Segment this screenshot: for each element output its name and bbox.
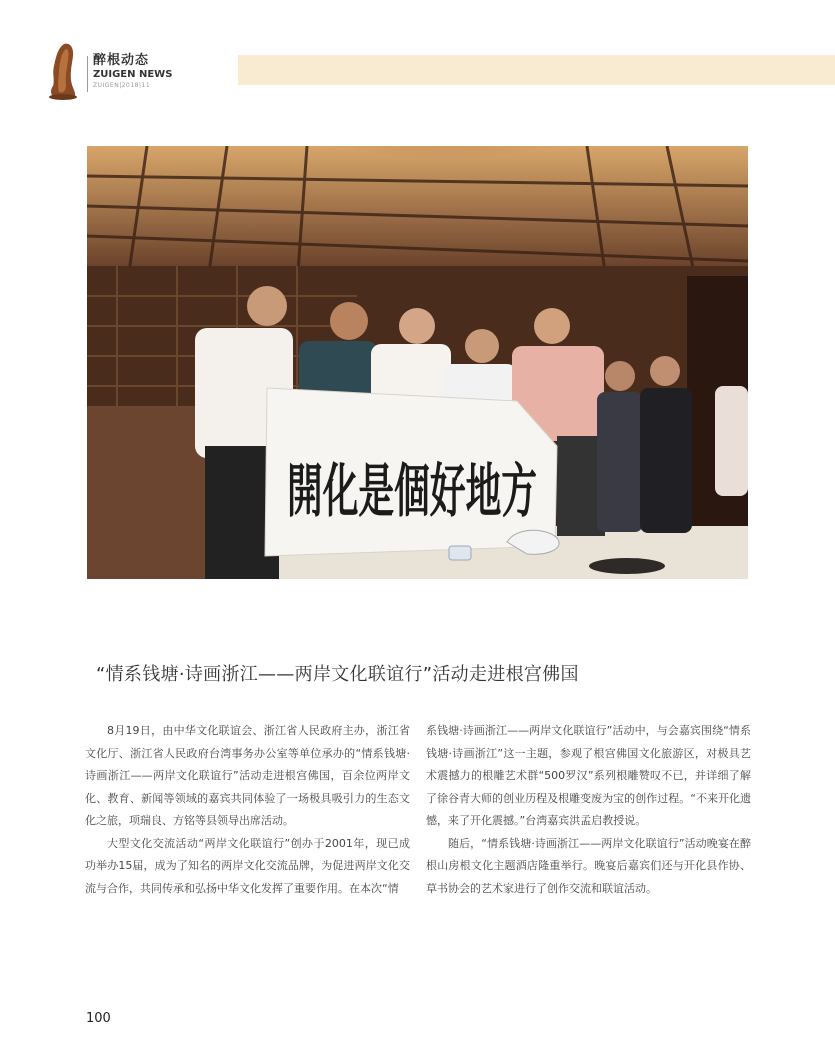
paragraph: 随后，“情系钱塘·诗画浙江——两岸文化联谊行”活动晚宴在醉根山房根文化主题酒店隆重举行。晚宴后嘉宾们还与开化县作协、草书协会的艺术家进行了创作交流和联谊活动。: [426, 836, 751, 895]
section-header: [93, 54, 172, 90]
paragraph: 8月19日，由中华文化联谊会、浙江省人民政府主办，浙江省文化厅、浙江省人民政府台湾事务办公室等单位承办的“情系钱塘·诗画浙江——两岸文化联谊行”活动走进根宫佛国，百余位两岸文化、教育、新闻等领域的嘉宾共同体验了一场极具吸引力的生态文化之旅，项瑞良、方铭等县领导出席活动。: [85, 724, 410, 827]
section-title-cn: 醉根动态: [93, 53, 150, 68]
article-column-right: [426, 720, 751, 900]
article-title: “情系钱塘·诗画浙江——两岸文化联谊行”活动走进根宫佛国: [96, 664, 579, 685]
header-band: [238, 55, 835, 85]
paragraph: 系钱塘·诗画浙江——两岸文化联谊行”活动中，与会嘉宾围绕“情系钱塘·诗画浙江”这一主题，参观了根宫佛国文化旅游区，对极具艺术震撼力的根雕艺术群“500罗汉”系列根雕赞叹不已，并详细了解了徐谷青大师的创业历程及根雕变废为宝的创作过程。“不来开化遗憾，来了开化震撼。”台湾嘉宾洪孟启教授说。: [426, 724, 751, 827]
event-photo: [87, 146, 748, 579]
page-number: 100: [86, 1011, 111, 1026]
root-carving-logo-icon: [44, 40, 84, 100]
article-column-left: [85, 720, 410, 900]
paragraph: 大型文化交流活动“两岸文化联谊行”创办于2001年，现已成功举办15届，成为了知名的两岸文化交流品牌，为促进两岸文化交流与合作，共同传承和弘扬中华文化发挥了重要作用。在本次“情: [85, 836, 410, 895]
calligraphy-text: 開化是個好地方: [287, 457, 537, 525]
issue-label: ZUIGEN|2018|11: [93, 82, 151, 89]
section-title-en: ZUIGEN NEWS: [93, 69, 173, 80]
header-divider: [87, 56, 88, 92]
